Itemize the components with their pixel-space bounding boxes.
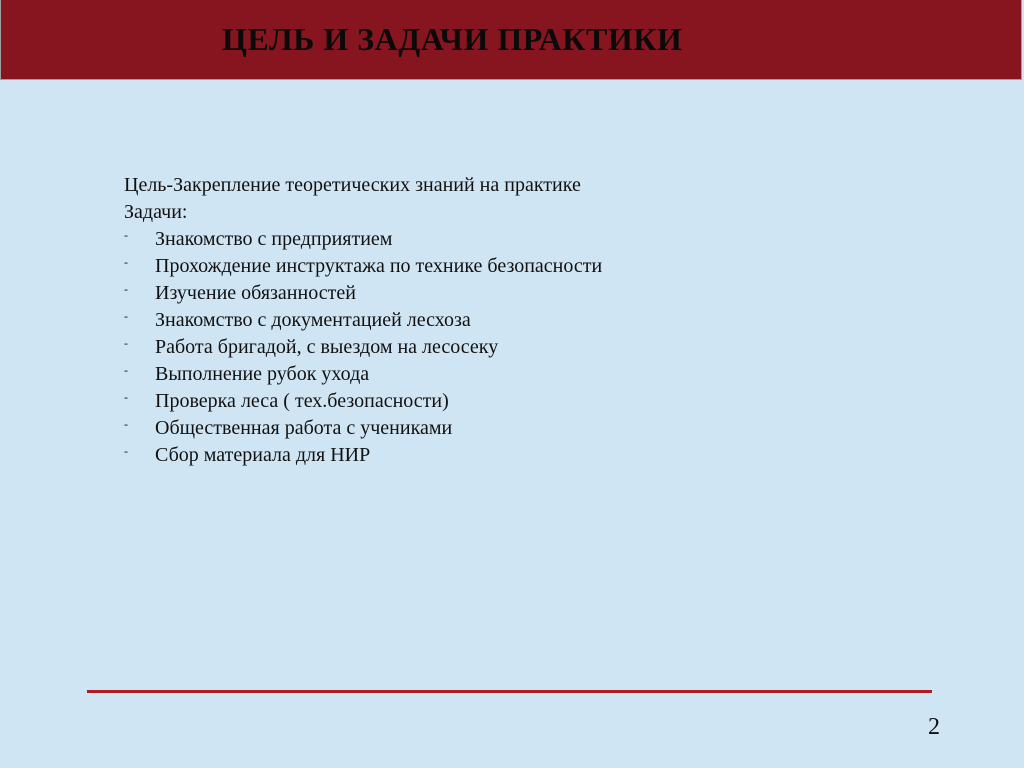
task-text: Прохождение инструктажа по технике безопасности — [155, 255, 603, 277]
task-item — [124, 253, 884, 280]
bullet-marker: - — [124, 228, 128, 242]
task-text: Работа бригадой, с выездом на лесосеку — [155, 336, 499, 358]
task-text: Выполнение рубок ухода — [155, 363, 370, 385]
task-text: Общественная работа с учениками — [155, 417, 453, 439]
tasks-heading: Задачи: — [124, 201, 188, 223]
page-number: 2 — [928, 714, 940, 740]
task-item — [124, 388, 884, 415]
bullet-marker: - — [124, 282, 128, 296]
slide-title: ЦЕЛЬ И ЗАДАЧИ ПРАКТИКИ — [222, 21, 683, 57]
slide-content — [124, 172, 884, 469]
task-text: Знакомство с предприятием — [155, 228, 393, 250]
task-item — [124, 307, 884, 334]
task-item — [124, 280, 884, 307]
task-item — [124, 442, 884, 469]
task-text: Знакомство с документацией лесхоза — [155, 309, 471, 331]
task-item — [124, 334, 884, 361]
task-item — [124, 226, 884, 253]
task-list — [124, 226, 884, 469]
task-text: Изучение обязанностей — [155, 282, 356, 304]
task-text: Сбор материала для НИР — [155, 444, 371, 466]
goal-text: Цель-Закрепление теоретических знаний на практике — [124, 174, 581, 196]
task-item — [124, 361, 884, 388]
bullet-marker: - — [124, 336, 128, 350]
bullet-marker: - — [124, 363, 128, 377]
bullet-marker: - — [124, 255, 128, 269]
footer-divider — [87, 690, 932, 693]
task-text: Проверка леса ( тех.безопасности) — [155, 390, 449, 412]
bullet-marker: - — [124, 309, 128, 323]
bullet-marker: - — [124, 417, 128, 431]
bullet-marker: - — [124, 390, 128, 404]
task-item — [124, 415, 884, 442]
bullet-marker: - — [124, 444, 128, 458]
